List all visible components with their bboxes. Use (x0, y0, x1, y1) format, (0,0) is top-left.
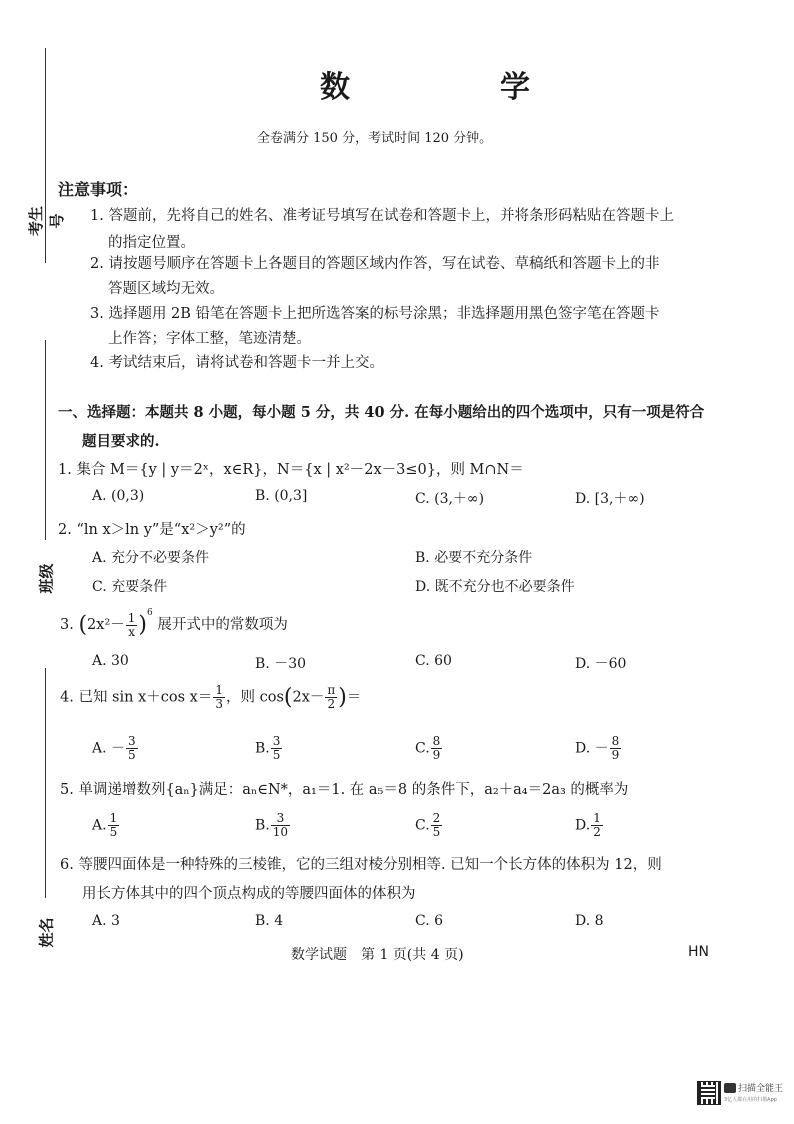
question-5-stem: 5. 单调递增数列{aₙ}满足：aₙ∈N*，a₁＝1. 在 a₅＝8 的条件下，a₂＋a₄＝2a₃ 的概率为 (60, 782, 629, 798)
question-4-option-a (92, 735, 139, 762)
question-3-option-c: C. 60 (415, 653, 452, 669)
question-4-inner: 2x－ (292, 689, 325, 706)
question-3-option-b: B. －30 (255, 656, 307, 672)
question-2-stem: 2. “ln x＞ln y”是“x²＞y²”的 (58, 522, 246, 538)
exponent: 6 (147, 608, 153, 618)
fraction (325, 684, 337, 711)
question-4-mid: ，则 cos (225, 689, 284, 706)
fraction-numerator: π (327, 683, 336, 697)
fraction-denominator: 2 (593, 825, 601, 839)
exam-number-label: 考生号 (27, 206, 66, 237)
question-6-option-b: B. 4 (255, 913, 284, 929)
right-paren: ) (338, 685, 347, 710)
fraction-denominator: 2 (327, 697, 336, 711)
region-code: HN (688, 944, 709, 960)
question-2-option-a: A. 充分不必要条件 (92, 550, 210, 566)
option-label: B. (255, 817, 270, 834)
option-label: C. (415, 740, 430, 757)
question-5-option-d (575, 812, 604, 839)
fraction-numerator: 8 (611, 734, 620, 748)
fraction-denominator: x (128, 624, 135, 639)
question-3-option-d: D. －60 (575, 656, 627, 672)
fraction-numerator: 3 (128, 734, 136, 748)
fraction-denominator: 9 (611, 748, 620, 762)
fraction-numerator: 1 (127, 610, 136, 625)
notice-line: 答题区域均无效。 (108, 281, 224, 297)
option-label: B. (255, 740, 270, 757)
fraction (213, 684, 225, 711)
question-5-option-b (255, 812, 291, 839)
question-4-option-c (415, 735, 443, 762)
question-1-option-d: D. [3,＋∞) (575, 491, 645, 507)
fraction-denominator: 10 (272, 825, 289, 839)
question-4-option-b (255, 735, 283, 762)
fraction (431, 735, 443, 762)
question-4-stem (60, 684, 361, 711)
fraction (108, 812, 120, 839)
question-6-option-c: C. 6 (415, 913, 444, 929)
fraction-numerator: 1 (109, 811, 118, 825)
question-6-stem-cont: 用长方体其中的四个顶点构成的等腰四面体的体积为 (82, 886, 416, 902)
question-3-option-a: A. 30 (92, 653, 129, 669)
fraction (591, 812, 603, 839)
question-4-prefix: 4. 已知 sin x＋cos x＝ (60, 689, 213, 706)
notice-line: 的指定位置。 (108, 235, 195, 251)
scanner-app-name: 扫描全能王 (738, 1084, 784, 1094)
fraction-numerator: 1 (593, 811, 601, 825)
notice-line: 上作答；字体工整，笔迹清楚。 (108, 331, 311, 347)
name-label: 姓名 (37, 917, 56, 948)
question-3-number: 3. (60, 617, 74, 633)
page-title: 数 学 (320, 70, 590, 105)
question-1-stem: 1. 集合 M＝{y | y＝2ˣ，x∈R}，N＝{x | x²－2x－3≤0}，则 M∩N＝ (58, 462, 524, 478)
question-2-option-d: D. 既不充分也不必要条件 (415, 579, 575, 595)
section-heading: 一、选择题：本题共 8 小题，每小题 5 分，共 40 分. 在每小题给出的四个选项中，只有一项是符合 (58, 404, 705, 421)
fraction-denominator: 9 (432, 748, 441, 762)
question-3-expr: 2x²－ (87, 617, 125, 633)
qr-code-icon (697, 1081, 721, 1105)
notice-line: 3. 选择题用 2B 铅笔在答题卡上把所选答案的标号涂黑；非选择题用黑色签字笔在答题卡 (90, 306, 660, 322)
question-4-suffix: ＝ (346, 689, 362, 706)
page-subtitle: 全卷满分 150 分，考试时间 120 分钟。 (257, 131, 493, 146)
fraction-numerator: 2 (432, 811, 441, 825)
question-3-stem (60, 608, 288, 639)
left-paren: ( (78, 612, 88, 638)
scanner-logo-icon (724, 1083, 736, 1093)
class-label: 班级 (37, 563, 56, 594)
fraction-numerator: 1 (215, 683, 223, 697)
option-label: A. － (92, 740, 126, 757)
question-2-option-b: B. 必要不充分条件 (415, 550, 533, 566)
scanner-tagline: 3亿人都在用的扫描App (724, 1097, 777, 1103)
right-paren: ) (138, 612, 147, 638)
fraction-numerator: 3 (272, 734, 281, 748)
question-5-option-a (92, 812, 120, 839)
fraction-denominator: 5 (109, 825, 118, 839)
question-3-tail: 展开式中的常数项为 (157, 617, 288, 633)
fraction (126, 612, 138, 639)
notice-line: 2. 请按题号顺序在答题卡上各题目的答题区域内作答，写在试卷、草稿纸和答题卡上的非 (90, 256, 660, 272)
question-1-option-a: A. (0,3) (92, 488, 145, 504)
page-footer: 数学试题 第 1 页(共 4 页) (291, 947, 464, 963)
section-heading-cont: 题目要求的. (82, 433, 160, 450)
fraction-denominator: 5 (128, 748, 136, 762)
question-1-option-b: B. (0,3] (255, 488, 308, 504)
option-label: A. (92, 817, 107, 834)
question-6-option-a: A. 3 (92, 913, 120, 929)
fraction-denominator: 3 (215, 697, 223, 711)
option-label: D. － (575, 740, 609, 757)
question-6-option-d: D. 8 (575, 913, 604, 929)
qr-code-pattern (701, 1085, 715, 1099)
question-1-option-c: C. (3,＋∞) (415, 491, 485, 507)
question-2-option-c: C. 充要条件 (92, 579, 168, 595)
fraction-numerator: 8 (432, 734, 441, 748)
option-label: C. (415, 817, 430, 834)
fraction-denominator: 5 (432, 825, 441, 839)
option-label: D. (575, 817, 591, 834)
fraction (271, 735, 283, 762)
question-5-option-c (415, 812, 443, 839)
fraction (610, 735, 622, 762)
fraction-numerator: 3 (271, 812, 290, 826)
question-4-option-d (575, 735, 622, 762)
left-paren: ( (283, 685, 293, 710)
fraction-denominator: 5 (272, 748, 281, 762)
question-6-stem: 6. 等腰四面体是一种特殊的三棱锥，它的三组对棱分别相等. 已知一个长方体的体积为 12，则 (60, 857, 662, 873)
margin-line-middle (45, 340, 46, 540)
fraction (126, 735, 138, 762)
margin-line-bottom (45, 668, 46, 898)
notice-line: 1. 答题前，先将自己的姓名、准考证号填写在试卷和答题卡上，并将条形码粘贴在答题卡上 (90, 208, 674, 224)
notice-heading: 注意事项： (58, 180, 139, 199)
fraction (271, 812, 290, 839)
fraction (431, 812, 443, 839)
notice-line: 4. 考试结束后，请将试卷和答题卡一并上交。 (90, 355, 384, 371)
